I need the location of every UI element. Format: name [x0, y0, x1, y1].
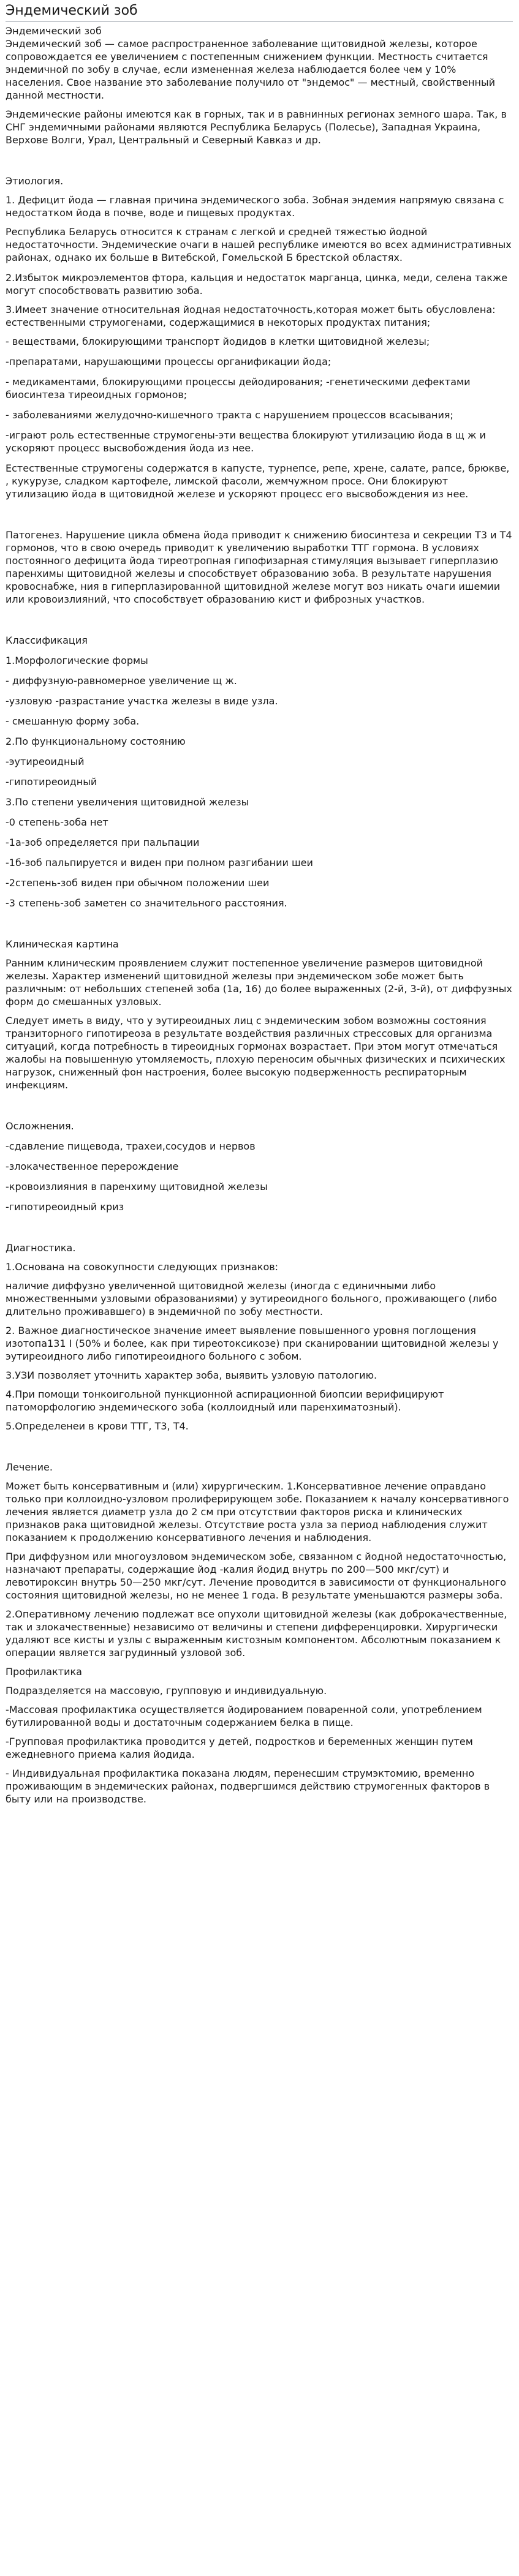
list-item: 3.УЗИ позволяет уточнить характер зоба, выявить узловую патологию. — [6, 1369, 377, 1381]
paragraph: 1. Дефицит йода — главная причина эндемического зоба. Зобная эндемия напрямую связана с недостатком йода в почве, воде и пищевых продуктах. — [6, 194, 504, 219]
paragraph: наличие диффузно увеличенной щитовидной железы (иногда с единичными либо множественными узловыми образованиями) у эутиреоидного больного, проживающего (либо длительно проживавшего) в эндемичной по зобу местности. — [6, 1280, 497, 1317]
paragraph: 2.Оперативному лечению подлежат все опухоли щитовидной железы (как доброкачественные, так и злокачественные) независимо от величины и степени дифференцировки. Хирургически удаляют все кисты и узлы с выраженным кистозным компонентом. Абсолютным показанием к операции является загрудинный узловой зоб. — [6, 1608, 507, 1659]
list-item: 4.При помощи тонкоигольной пункционной аспирационной биопсии верифицируют патоморфологию эндемического зоба (коллоидный или паренхиматозный). — [6, 1388, 444, 1413]
paragraph-intro: Эндемический зоб — самое распространенное заболевание щитовидной железы, которое сопровождается ее увеличением с постепенным снижением функции. Местность считается эндемичной по зобу в случае, если измененная железа наблюдается более чем у 10% населения. Свое название это заболевание получило от "эндемос" — местный, свойственный данной местности. — [6, 38, 496, 101]
list-item: -Групповая профилактика проводится у детей, подростков и беременных женщин путем ежедневного приема калия йодида. — [6, 1736, 473, 1760]
section-heading-treatment: Лечение. — [6, 1461, 53, 1473]
paragraph: Может быть консервативным и (или) хирургическим. 1.Консервативное лечение оправдано только при коллоидно-узловом пролиферирующем зобе. Показанием к началу консервативного лечения является диаметр узла до 2 см при отсутствии факторов риска и клинических признаков рака щитовидной железы. Отсутствие роста узла за период наблюдения служит показанием к продолжению консервативного лечения и наблюдения. — [6, 1480, 509, 1543]
list-item: 2.По функциональному состоянию — [6, 736, 186, 747]
section-heading-clinical: Клиническая картина — [6, 938, 119, 950]
paragraph: Естественные струмогены содержатся в капусте, турнепсе, репе, хрене, салате, рапсе, брюкве, , кукурузе, сладком картофеле, лимской фасоли, жемчужном просе. Они блокируют утилизацию йода в щитовидной железе и ускоряют процесс его высвобождения из нее. — [6, 462, 510, 500]
list-item: -играют роль естественные струмогены-эти вещества блокируют утилизацию йода в щ ж и ускоряют процесс высвобождения йода из нее. — [6, 429, 486, 454]
list-item: 1.Морфологические формы — [6, 655, 148, 666]
list-item: 5.Определенеи в крови ТТГ, Т3, Т4. — [6, 1420, 189, 1432]
list-item: -сдавление пищевода, трахеи,сосудов и нервов — [6, 1140, 256, 1152]
list-item: -кровоизлияния в паренхиму щитовидной железы — [6, 1181, 268, 1192]
list-item: - смешанную форму зоба. — [6, 715, 140, 727]
list-item: 2. Важное диагностическое значение имеет выявление повышенного уровня поглощения изотопа131 I (50% и более, как при тиреотоксикозе) при сканировании щитовидной железы у эутиреоидного либо гипотиреоидного больного с зобом. — [6, 1325, 499, 1362]
list-item: 3.По степени увеличения щитовидной железы — [6, 796, 249, 808]
list-item: -1б-зоб пальпируется и виден при полном разгибании шеи — [6, 857, 313, 868]
list-item: -узловую -разрастание участка железы в виде узла. — [6, 695, 278, 707]
paragraph: Ранним клиническим проявлением служит постепенное увеличение размеров щитовидной железы. Характер изменений щитовидной железы при эндемическом зобе может быть различным: от небольших степеней зоба (1а, 16) до более выраженных (2-й, 3-й), от диффузных форм до смешанных узловых. — [6, 957, 512, 1007]
list-item: -препаратами, нарушающими процессы органификации йода; — [6, 356, 331, 367]
paragraph: 2.Избыток микроэлементов фтора, кальция и недостаток марганца, цинка, меди, селена также могут способствовать развитию зоба. — [6, 272, 508, 296]
section-heading-complications: Осложнения. — [6, 1120, 74, 1132]
section-heading-classification: Классификация — [6, 635, 88, 646]
paragraph: 3.Имеет значение относительная йодная недостаточность,которая может быть обусловлена: естественными струмогенами, содержащимися в некоторых продуктах питания; — [6, 304, 496, 328]
list-item: - веществами, блокирующими транспорт йодидов в клетки щитовидной железы; — [6, 336, 430, 347]
list-item: -злокачественное перерождение — [6, 1161, 179, 1172]
article-subtitle: Эндемический зоб — [6, 25, 102, 37]
list-item: -гипотиреоидный криз — [6, 1201, 124, 1213]
section-heading-etiology: Этиология. — [6, 175, 64, 187]
list-item: -1а-зоб определяется при пальпации — [6, 837, 200, 848]
list-item: -3 степень-зоб заметен со значительного расстояния. — [6, 897, 287, 909]
list-item: -Массовая профилактика осуществляется йодированием поваренной соли, употреблением бутилированной воды и достаточным содержанием белка в пище. — [6, 1704, 482, 1728]
section-heading-prevention: Профилактика — [6, 1666, 82, 1678]
page-title: Эндемический зоб — [6, 2, 513, 22]
list-item: - диффузную-равномерное увеличение щ ж. — [6, 675, 237, 687]
list-item: - Индивидуальная профилактика показана людям, перенесшим струмэктомию, временно проживающим в эндемических районах, подвергшимся действию струмогенных факторов в быту или на производстве. — [6, 1768, 490, 1805]
paragraph-regions: Эндемические районы имеются как в горных, так и в равнинных регионах земного шара. Так, в СНГ эндемичными районами являются Республика Беларусь (Полесье), Западная Украина, Верхове Волги, Урал, Центральный и Северный Кавказ и др. — [6, 108, 507, 146]
list-item: - заболеваниями желудочно-кишечного тракта с нарушением процессов всасывания; — [6, 409, 453, 421]
list-item: -2степень-зоб виден при обычном положении шеи — [6, 877, 270, 889]
list-item: - медикаментами, блокирующими процессы дейодирования; -генетическими дефектами биосинтеза тиреоидных гормонов; — [6, 376, 471, 401]
list-item: -0 степень-зоба нет — [6, 816, 108, 828]
list-item: -эутиреоидный — [6, 756, 85, 767]
paragraph-pathogenesis: Патогенез. Нарушение цикла обмена йода приводит к снижению биосинтеза и секреции Т3 и Т4 гормонов, что в свою очередь приводит к увеличению выработки ТТГ гормона. В условиях постоянного дефицита йода тиреотропная гипофизарная стимуляция вызывает гиперплазию паренхимы щитовидной железы и способствует образованию зоба. В результате нарушения кровоснабже, ния в гиперплазированной щитовидной железе могут воз никать очаги ишемии или кровоизлияний, что способствует образованию кист и фиброзных участков. — [6, 529, 512, 605]
paragraph: Подразделяется на массовую, групповую и индивидуальную. — [6, 1685, 327, 1697]
list-item: 1.Основана на совокупности следующих признаков: — [6, 1261, 279, 1273]
paragraph: Республика Беларусь относится к странам с легкой и средней тяжестью йодной недостаточности. Эндемические очаги в нашей республике имеются во всех административных районах, однако их больше в Витебской, Гомельской Б брестской областях. — [6, 226, 512, 263]
section-heading-diagnostics: Диагностика. — [6, 1242, 76, 1254]
paragraph: При диффузном или многоузловом эндемическом зобе, связанном с йодной недостаточностью, назначают препараты, содержащие йод -калия йодид внутрь по 200—500 мкг/сут) и левотироксин внутрь 50—250 мкг/сут. Лечение проводится в зависимости от функционального состояния щитовидной железы, но не менее 1 года. В результате уменьшаются размеры зоба. — [6, 1551, 507, 1601]
list-item: -гипотиреоидный — [6, 776, 97, 788]
paragraph: Следует иметь в виду, что у эутиреоидных лиц с эндемическим зобом возможны состояния транзиторного гипотиреоза в результате воздействия различных стрессовых для организма ситуаций, когда потребность в тиреоидных гормонах возрастает. При этом могут отмечаться жалобы на повышенную утомляемость, плохую переносим обычных физических и психических нагрузок, сниженный фон настроения, более высокую подверженность респираторным инфекциям. — [6, 1015, 506, 1091]
